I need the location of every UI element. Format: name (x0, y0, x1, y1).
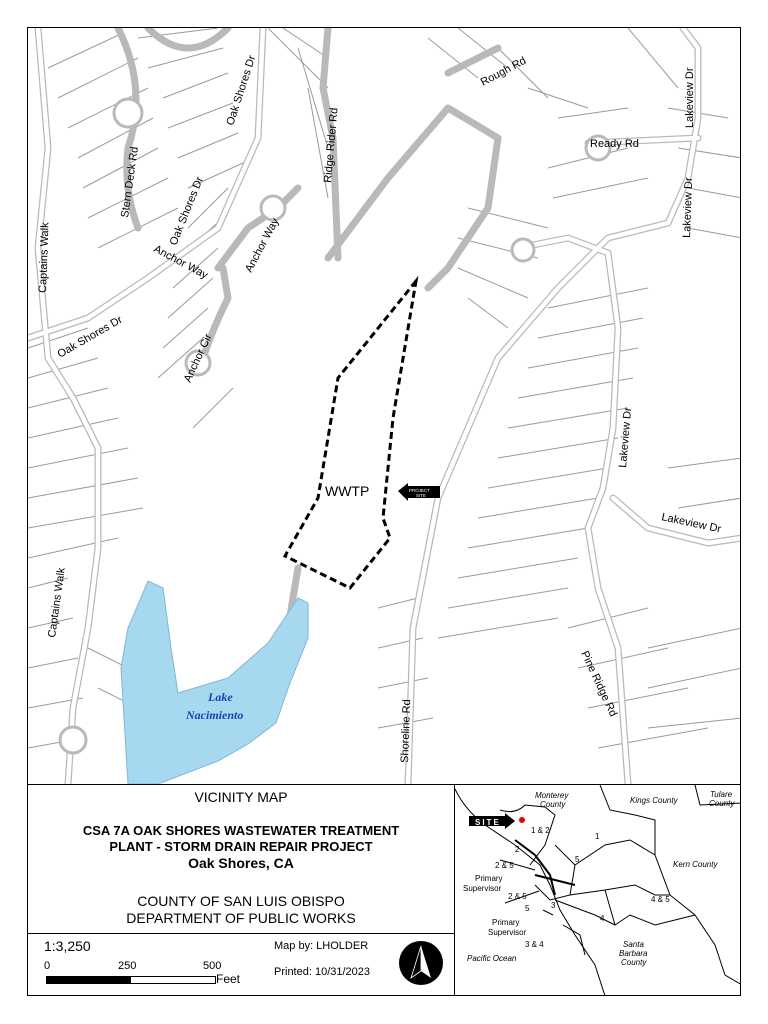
label-lakeview-dr-low2: Lakeview Dr (660, 511, 723, 536)
project-title: CSA 7A OAK SHORES WASTEWATER TREATMENT PLANT - STORM DRAIN REPAIR PROJECT Oak Shores, CA (82, 823, 400, 871)
inset-district-5a: 5 (575, 855, 580, 864)
label-anchor-way-right: Anchor Way (243, 216, 282, 275)
map-frame (27, 27, 741, 996)
inset-tulare-1: Tulare (710, 790, 733, 799)
vicinity-title: VICINITY MAP (194, 789, 288, 805)
scale-bar (46, 976, 216, 984)
inset-pacific: Pacific Ocean (467, 954, 517, 963)
label-pine-ridge-rd: Pine Ridge Rd (578, 649, 620, 719)
inset-kings: Kings County (630, 796, 678, 805)
label-lake-line1: Lake (208, 690, 233, 704)
inset-district-3: 3 (551, 901, 556, 910)
inset-kern: Kern County (673, 860, 718, 869)
svg-text:SITE: SITE (416, 493, 427, 498)
inset-district-2-5b: 2 & 5 (508, 892, 527, 901)
label-shoreline-rd: Shoreline Rd (399, 699, 414, 764)
label-lakeview-dr-top: Lakeview Dr (684, 67, 696, 128)
inset-district-4-5: 4 & 5 (651, 895, 670, 904)
printed-date: Printed: 10/31/2023 (274, 966, 371, 978)
inset-district-1-2: 1 & 2 (531, 826, 550, 835)
inset-site-label: SITE (475, 818, 501, 827)
label-captains-walk-low: Captains Walk (46, 566, 68, 639)
label-oak-shores-dr-top: Oak Shores Dr (224, 54, 259, 127)
scale-tick-500: 500 (203, 960, 222, 972)
map-by: Map by: LHOLDER (274, 940, 369, 952)
inset-district-5b: 5 (525, 904, 530, 913)
svg-text:PROJECT: PROJECT (409, 488, 431, 493)
scale-block (28, 933, 454, 996)
label-lakeview-dr-low1: Lakeview Dr (617, 406, 635, 469)
label-rough-rd: Rough Rd (478, 54, 529, 89)
label-ready-rd: Ready Rd (590, 138, 639, 150)
inset-district-2-5a: 2 & 5 (495, 861, 514, 870)
scale-ratio: 1:3,250 (44, 938, 91, 954)
inset-monterey-2: County (540, 800, 566, 809)
scale-tick-0: 0 (44, 960, 51, 972)
inset-district-2: 2 (515, 845, 520, 854)
scale-tick-250: 250 (118, 960, 137, 972)
vicinity-map[interactable] (28, 28, 741, 784)
label-wwtp: WWTP (325, 483, 370, 499)
label-lakeview-dr-mid: Lakeview Dr (681, 177, 696, 239)
inset-primary2-1: Primary (492, 918, 520, 927)
inset-sb-1: Santa (623, 940, 644, 949)
agency-name: COUNTY OF SAN LUIS OBISPO DEPARTMENT OF PUBLIC WORKS (126, 893, 356, 926)
inset-monterey-1: Monterey (535, 791, 569, 800)
label-captains-walk-top: Captains Walk (37, 222, 52, 294)
locator-inset-map[interactable] (455, 785, 741, 996)
inset-sb-3: County (621, 958, 647, 967)
label-oak-shores-dr-low: Oak Shores Dr (55, 313, 125, 361)
inset-primary1-1: Primary (475, 874, 503, 883)
inset-sb-2: Barbara (619, 949, 648, 958)
title-block (28, 785, 455, 996)
north-arrow-icon (398, 940, 444, 986)
label-lake-line2: Nacimiento (186, 708, 244, 722)
inset-district-4: 4 (600, 914, 605, 923)
label-anchor-way-left: Anchor Way (151, 243, 210, 282)
scale-unit: Feet (216, 972, 241, 986)
inset-primary1-2: Supervisor (463, 884, 502, 893)
label-oak-shores-dr-mid: Oak Shores Dr (167, 175, 207, 248)
map-legend (28, 784, 741, 996)
label-anchor-cir: Anchor Cir (181, 332, 215, 385)
inset-primary2-2: Supervisor (488, 928, 527, 937)
label-ridge-rider-rd: Ridge Rider Rd (322, 107, 341, 184)
inset-district-1: 1 (595, 832, 600, 841)
label-stern-deck-rd: Stern Deck Rd (119, 145, 141, 219)
inset-tulare-2: County (709, 799, 735, 808)
inset-district-3-4: 3 & 4 (525, 940, 544, 949)
